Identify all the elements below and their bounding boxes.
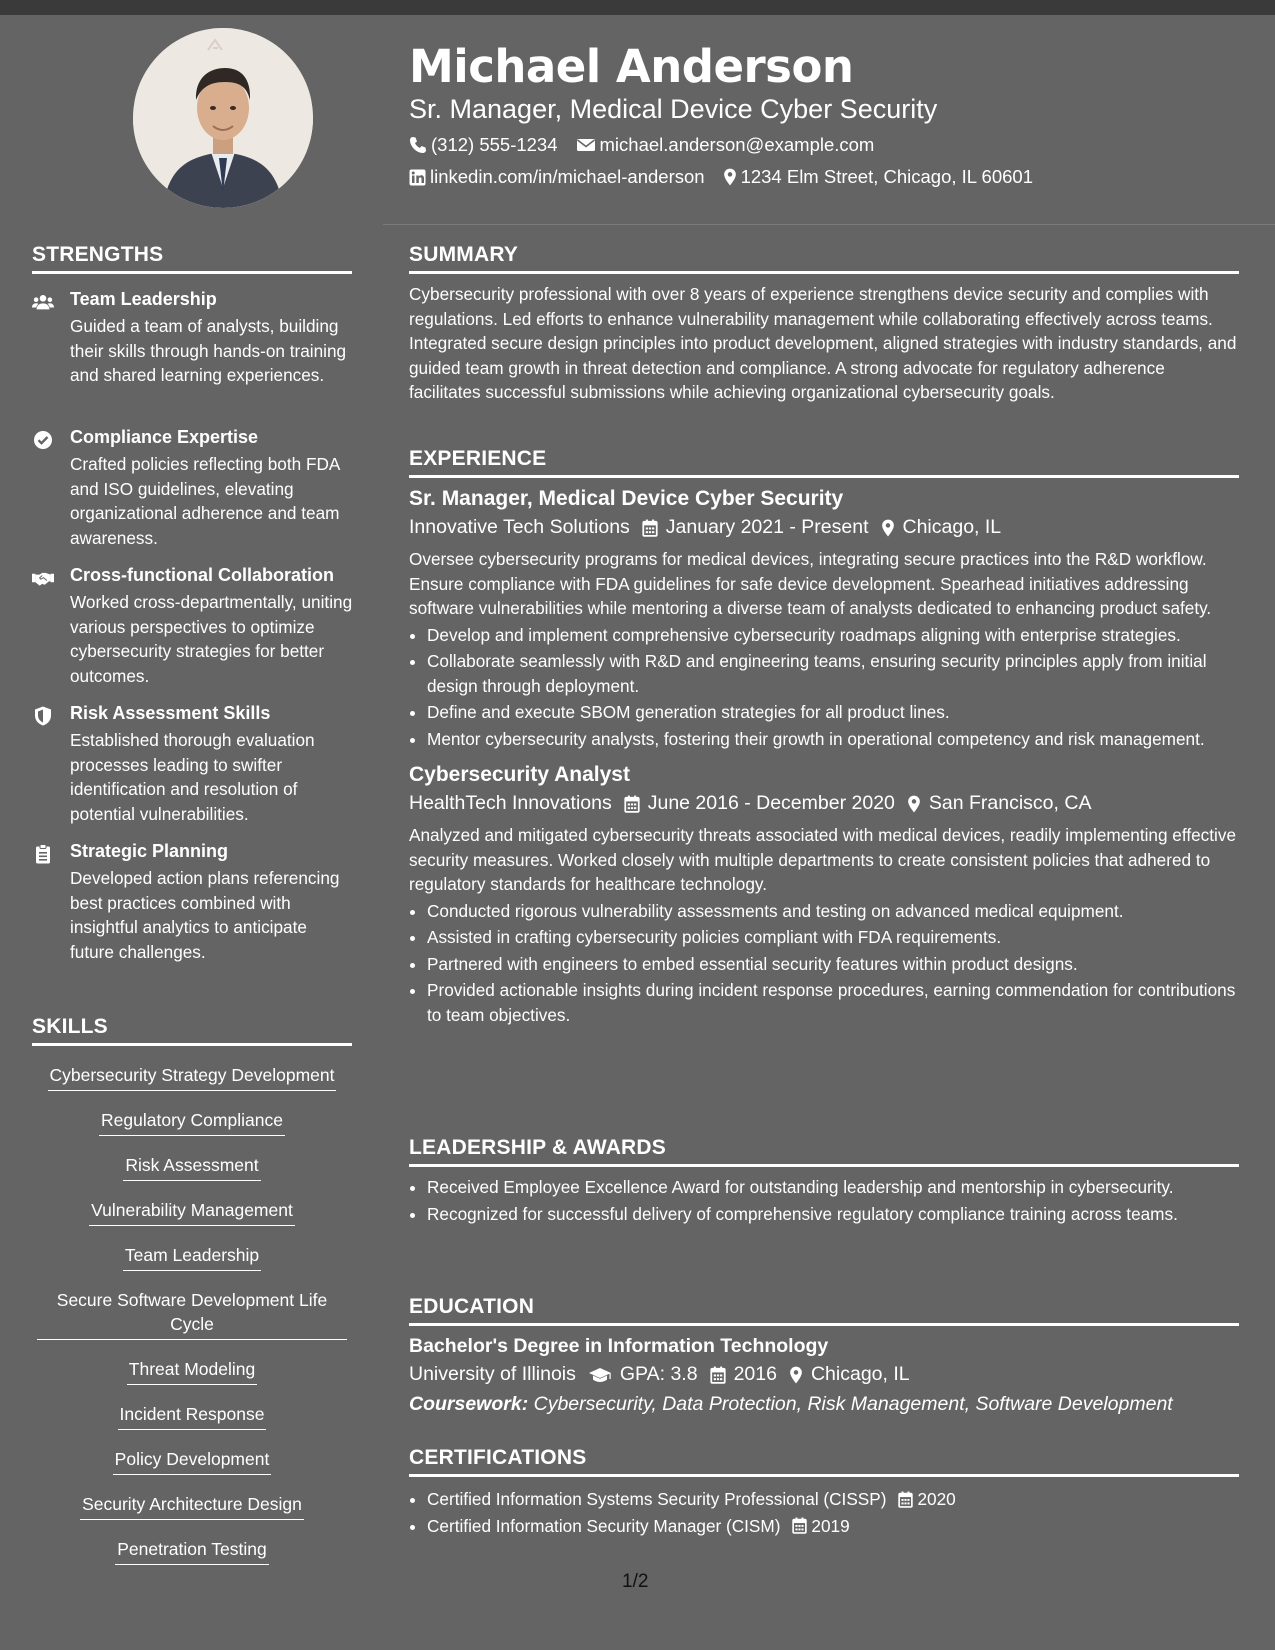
graduation-year: 2016 xyxy=(733,1363,777,1385)
calendar-icon xyxy=(792,1517,807,1534)
strength-title: Compliance Expertise xyxy=(70,427,259,447)
job-bullet: • Mentor cybersecurity analysts, fostering their growth in operational competency and risk management. xyxy=(427,727,1239,752)
top-bar xyxy=(0,0,1275,15)
coursework-label: Coursework: xyxy=(409,1393,529,1415)
certifications-list xyxy=(409,1487,1239,1538)
job-bullets xyxy=(409,623,1239,752)
skill-label: Risk Assessment xyxy=(123,1153,260,1181)
education-title: EDUCATION xyxy=(409,1295,1239,1326)
award-item: • Received Employee Excellence Award for outstanding leadership and mentorship in cybersecurity. xyxy=(427,1175,1239,1200)
calendar-icon xyxy=(710,1366,726,1384)
job-bullet: • Develop and implement comprehensive cybersecurity roadmaps aligning with enterprise strategies. xyxy=(427,623,1239,648)
job-meta xyxy=(409,792,1239,815)
skill-label: Cybersecurity Strategy Development xyxy=(48,1063,337,1091)
certification-item xyxy=(427,1487,1239,1512)
skill-item xyxy=(32,1447,352,1475)
education-meta xyxy=(409,1363,1239,1386)
phone-item xyxy=(409,134,558,156)
gpa: GPA: 3.8 xyxy=(619,1363,698,1385)
certification-year: 2019 xyxy=(811,1515,850,1536)
summary-title: SUMMARY xyxy=(409,243,1239,274)
skill-item xyxy=(32,1198,352,1226)
experience-title: EXPERIENCE xyxy=(409,447,1239,478)
skill-label: Regulatory Compliance xyxy=(99,1108,285,1136)
profile-photo xyxy=(133,28,313,208)
phone-icon xyxy=(409,136,427,154)
skill-item xyxy=(32,1537,352,1565)
job-dates: January 2021 - Present xyxy=(665,516,869,538)
candidate-title: Sr. Manager, Medical Device Cyber Security xyxy=(409,94,938,124)
certifications-title: CERTIFICATIONS xyxy=(409,1446,1239,1477)
strength-desc: Worked cross-departmentally, uniting various perspectives to optimize cybersecurity strategies for better outcomes. xyxy=(70,592,353,686)
summary-text: Cybersecurity professional with over 8 years of experience strengthens device security and complies with regulations. Led efforts to enhance vulnerability management while collaborating effectively across teams. Integrated secure design principles into product development, aligned strategies with industry standards, and guided team growth in threat detection and compliance. A strong advocate for regulatory adherence facilitates successful submissions while achieving organizational cybersecurity goals. xyxy=(409,284,1237,402)
strength-desc: Crafted policies reflecting both FDA and ISO guidelines, elevating organizational adherence and team awareness. xyxy=(70,454,340,548)
page-number: 1/2 xyxy=(622,1571,649,1592)
map-pin-icon xyxy=(907,795,921,813)
job-title: Cybersecurity Analyst xyxy=(409,763,630,786)
job-bullet: • Define and execute SBOM generation strategies for all product lines. xyxy=(427,700,1239,725)
skill-label: Team Leadership xyxy=(123,1243,261,1271)
award-item: • Recognized for successful delivery of comprehensive regulatory compliance training across teams. xyxy=(427,1202,1239,1227)
graduation-cap-icon xyxy=(588,1366,612,1384)
job-dates: June 2016 - December 2020 xyxy=(647,792,895,814)
skill-item xyxy=(32,1492,352,1520)
job-bullets xyxy=(409,899,1239,1028)
skill-label: Penetration Testing xyxy=(115,1537,269,1565)
handshake-icon xyxy=(32,568,54,588)
envelope-icon xyxy=(576,137,596,153)
awards-section xyxy=(409,1136,1239,1228)
skills-title: SKILLS xyxy=(32,1015,352,1046)
skill-label: Secure Software Development Life Cycle xyxy=(37,1288,347,1340)
linkedin-item xyxy=(409,166,705,188)
strength-title: Team Leadership xyxy=(70,289,217,309)
contact-row xyxy=(409,166,1051,188)
coursework-list: Cybersecurity, Data Protection, Risk Management, Software Development xyxy=(533,1393,1173,1415)
job-bullet: • Collaborate seamlessly with R&D and engineering teams, ensuring security principles apply from initial design through deployment. xyxy=(427,649,1239,698)
linkedin-link[interactable]: linkedin.com/in/michael-anderson xyxy=(430,166,705,187)
strength-desc: Developed action plans referencing best practices combined with insightful analytics to anticipate future challenges. xyxy=(70,868,340,962)
skill-item xyxy=(32,1402,352,1430)
job-location: San Francisco, CA xyxy=(928,792,1092,814)
strengths-title: STRENGTHS xyxy=(32,243,352,274)
strengths-section xyxy=(32,243,352,274)
skill-label: Vulnerability Management xyxy=(89,1198,295,1226)
email-item xyxy=(576,134,875,156)
calendar-icon xyxy=(624,795,640,813)
calendar-icon xyxy=(642,519,658,537)
job-entry xyxy=(409,487,1239,751)
job-bullet: • Conducted rigorous vulnerability assessments and testing on advanced medical equipment. xyxy=(427,899,1239,924)
skill-item xyxy=(32,1153,352,1181)
certification-name: • Certified Information Security Manager (CISM) xyxy=(427,1515,781,1536)
job-bullet: • Partnered with engineers to embed essential security features within product designs. xyxy=(427,952,1239,977)
contact-row xyxy=(409,134,892,156)
summary-section xyxy=(409,243,1239,405)
phone-text[interactable]: (312) 555-1234 xyxy=(431,134,558,155)
skill-item xyxy=(32,1357,352,1385)
certification-year: 2020 xyxy=(917,1489,956,1509)
shield-icon xyxy=(32,706,54,726)
strength-desc: Guided a team of analysts, building their skills through hands-on training and shared learning experiences. xyxy=(70,316,347,385)
job-description: Analyzed and mitigated cybersecurity threats associated with medical devices, readily implementing effective security measures. Worked closely with multiple departments to create consistent policies that adhered to regulatory standards for healthcare technology. xyxy=(409,825,1236,894)
calendar-icon xyxy=(898,1491,913,1508)
coursework xyxy=(409,1393,1239,1416)
skill-label: Security Architecture Design xyxy=(80,1492,304,1520)
education-location: Chicago, IL xyxy=(810,1363,910,1385)
address-text: 1234 Elm Street, Chicago, IL 60601 xyxy=(740,166,1033,187)
certification-name: • Certified Information Systems Security Professional (CISSP) xyxy=(427,1489,887,1509)
job-location: Chicago, IL xyxy=(902,516,1002,538)
awards-title: LEADERSHIP & AWARDS xyxy=(409,1136,1239,1167)
candidate-name: Michael Anderson xyxy=(409,40,854,93)
job-bullet: • Assisted in crafting cybersecurity policies compliant with FDA requirements. xyxy=(427,925,1239,950)
email-link[interactable]: michael.anderson@example.com xyxy=(599,134,875,155)
users-icon xyxy=(32,292,54,312)
certifications-section xyxy=(409,1446,1239,1540)
skill-item xyxy=(32,1243,352,1271)
experience-section xyxy=(409,447,1239,1029)
strength-title: Strategic Planning xyxy=(70,841,229,861)
strength-title: Risk Assessment Skills xyxy=(70,703,271,723)
education-section xyxy=(409,1295,1239,1416)
job-bullet: • Provided actionable insights during incident response procedures, earning commendation for contributions to team objectives. xyxy=(427,978,1239,1027)
address-item xyxy=(723,166,1033,188)
header-divider xyxy=(383,224,1275,225)
skill-item xyxy=(32,1108,352,1136)
job-company: Innovative Tech Solutions xyxy=(409,516,630,538)
map-pin-icon xyxy=(723,168,737,186)
job-entry xyxy=(409,763,1239,1027)
map-pin-icon xyxy=(789,1366,803,1384)
skill-label: Incident Response xyxy=(118,1402,267,1430)
awards-list xyxy=(409,1175,1239,1226)
skill-item xyxy=(32,1288,352,1340)
school-name: University of Illinois xyxy=(409,1363,576,1385)
skill-label: Threat Modeling xyxy=(127,1357,257,1385)
skills-section xyxy=(32,1015,352,1046)
skill-label: Policy Development xyxy=(113,1447,272,1475)
skill-item xyxy=(32,1063,352,1091)
check-circle-icon xyxy=(32,430,54,450)
job-description: Oversee cybersecurity programs for medical devices, integrating secure practices into the R&D workflow. Ensure compliance with FDA guidelines for safe device development. Spearhead initiatives addressing software vulnerabilities while mentoring a diverse team of analysts dedicated to enhancing product safety. xyxy=(409,549,1212,618)
job-title: Sr. Manager, Medical Device Cyber Security xyxy=(409,487,844,510)
clipboard-icon xyxy=(32,844,54,864)
certification-item xyxy=(427,1514,1239,1539)
job-meta xyxy=(409,516,1239,539)
linkedin-icon xyxy=(409,169,426,186)
job-company: HealthTech Innovations xyxy=(409,792,612,814)
strength-desc: Established thorough evaluation processes leading to swifter identification and resolution of potential vulnerabilities. xyxy=(70,730,315,824)
degree-title: Bachelor's Degree in Information Technology xyxy=(409,1335,829,1357)
strength-title: Cross-functional Collaboration xyxy=(70,565,335,585)
map-pin-icon xyxy=(881,519,895,537)
profile-photo-image xyxy=(133,28,313,208)
